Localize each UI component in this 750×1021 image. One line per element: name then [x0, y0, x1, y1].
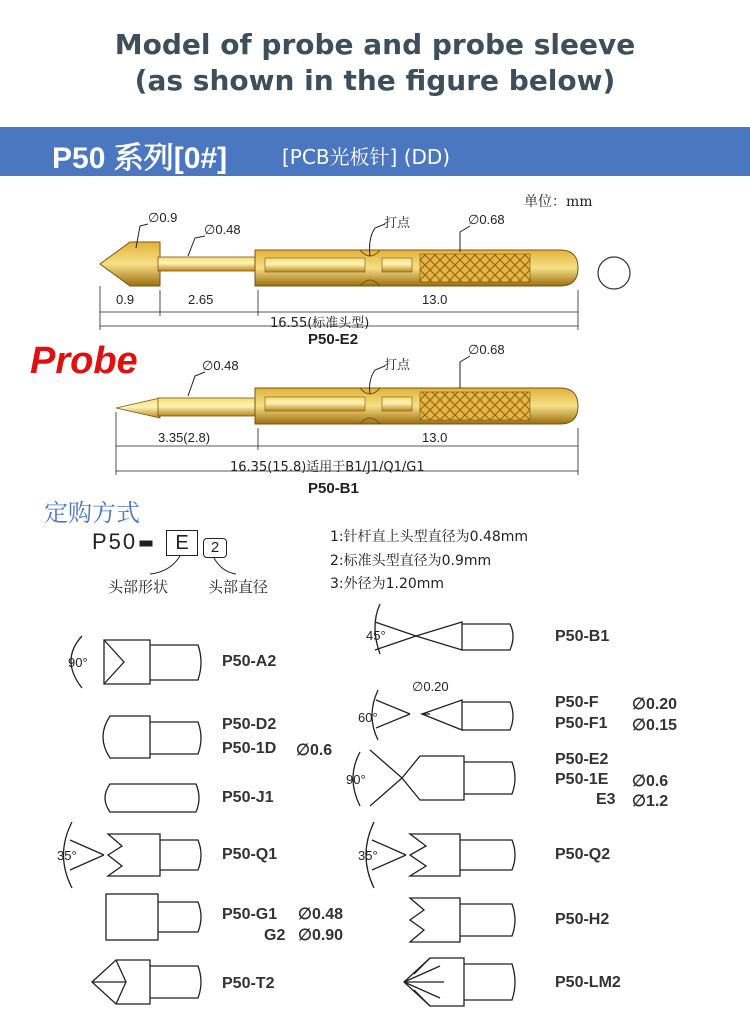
order-note-3: 3:外径为1.20mm	[330, 576, 445, 592]
tip-h2-name: P50-H2	[555, 911, 610, 928]
tip-f-name: P50-F	[555, 694, 599, 711]
b1-tip-length: 3.35(2.8)	[158, 430, 211, 445]
b1-angle: 45°	[366, 628, 386, 643]
order-shape-label: 头部形状	[108, 578, 169, 596]
q2-angle: 35°	[358, 848, 378, 863]
b1-total-length: 16.35(15.8)适用于B1/J1/Q1/G1	[230, 460, 425, 475]
order-code-diameter-box: 2	[203, 538, 227, 558]
tip-b1-name: P50-B1	[555, 628, 610, 645]
tip-1d-diameter: ∅0.6	[296, 742, 333, 759]
a2-angle: 90°	[68, 655, 88, 670]
tip-e2-name: P50-E2	[555, 751, 609, 768]
b1-sleeve-diameter: ∅0.68	[468, 342, 505, 357]
f-angle: 60°	[358, 710, 378, 725]
tip-f1-diameter: ∅0.15	[632, 717, 678, 734]
tip-g1-name: P50-G1	[222, 906, 278, 923]
q1-angle: 35°	[57, 848, 77, 863]
tip-drawings-left	[64, 636, 202, 1004]
page-title: Model of probe and probe sleeve	[114, 28, 636, 61]
order-code-prefix: P50	[92, 529, 138, 554]
b1-shaft-diameter: ∅0.48	[202, 358, 239, 373]
tip-e3-name: E3	[596, 791, 616, 808]
tip-drawings-right	[353, 604, 515, 1006]
e2-sleeve-length: 13.0	[422, 292, 448, 307]
e2-angle: 90°	[346, 772, 366, 787]
tip-1e-name: P50-1E	[555, 771, 609, 788]
tip-a2-name: P50-A2	[222, 653, 277, 670]
order-method-title: 定购方式	[44, 499, 140, 527]
e2-shaft-diameter: ∅0.48	[204, 222, 241, 237]
e2-shaft-length: 2.65	[188, 292, 214, 307]
tip-f1-name: P50-F1	[555, 715, 608, 732]
e2-crimp-label: 打点	[384, 216, 411, 231]
tip-g2-diameter: ∅0.90	[298, 927, 344, 944]
tip-d2-name: P50-D2	[222, 716, 277, 733]
tip-g2-name: G2	[264, 927, 286, 944]
tip-t2-name: P50-T2	[222, 975, 275, 992]
tip-q1-name: P50-Q1	[222, 846, 278, 863]
tip-e3-diameter: ∅1.2	[632, 793, 669, 810]
tip-q2-name: P50-Q2	[555, 846, 611, 863]
order-code-shape-box: E	[166, 530, 198, 556]
tip-1e-diameter: ∅0.6	[632, 773, 669, 790]
tip-1d-name: P50-1D	[222, 740, 277, 757]
tip-lm2-name: P50-LM2	[555, 974, 621, 991]
page-subtitle: (as shown in the figure below)	[134, 64, 616, 97]
tip-f-diameter: ∅0.20	[632, 696, 678, 713]
unit-label: 单位：mm	[524, 194, 593, 210]
e2-sleeve-diameter: ∅0.68	[468, 212, 505, 227]
order-note-1: 1:针杆直上头型直径为0.48mm	[330, 529, 529, 545]
f-tip-diameter: ∅0.20	[412, 679, 449, 694]
b1-name: P50-B1	[308, 480, 359, 497]
order-note-2: 2:标准头型直径为0.9mm	[330, 553, 492, 569]
series-subtitle: [PCB光板针] (DD)	[282, 145, 451, 169]
e2-head-diameter: ∅0.9	[148, 210, 178, 225]
b1-crimp-label: 打点	[384, 358, 411, 373]
e2-head-length: 0.9	[116, 292, 135, 307]
tip-g1-diameter: ∅0.48	[298, 906, 344, 923]
series-title: P50 系列[0#]	[52, 142, 228, 175]
e2-name: P50-E2	[308, 331, 359, 348]
b1-sleeve-length: 13.0	[422, 430, 448, 445]
e2-total-length: 16.55(标准头型)	[270, 316, 370, 331]
probe-label: Probe	[30, 340, 138, 382]
order-diameter-label: 头部直径	[208, 578, 269, 596]
tip-j1-name: P50-J1	[222, 789, 274, 806]
